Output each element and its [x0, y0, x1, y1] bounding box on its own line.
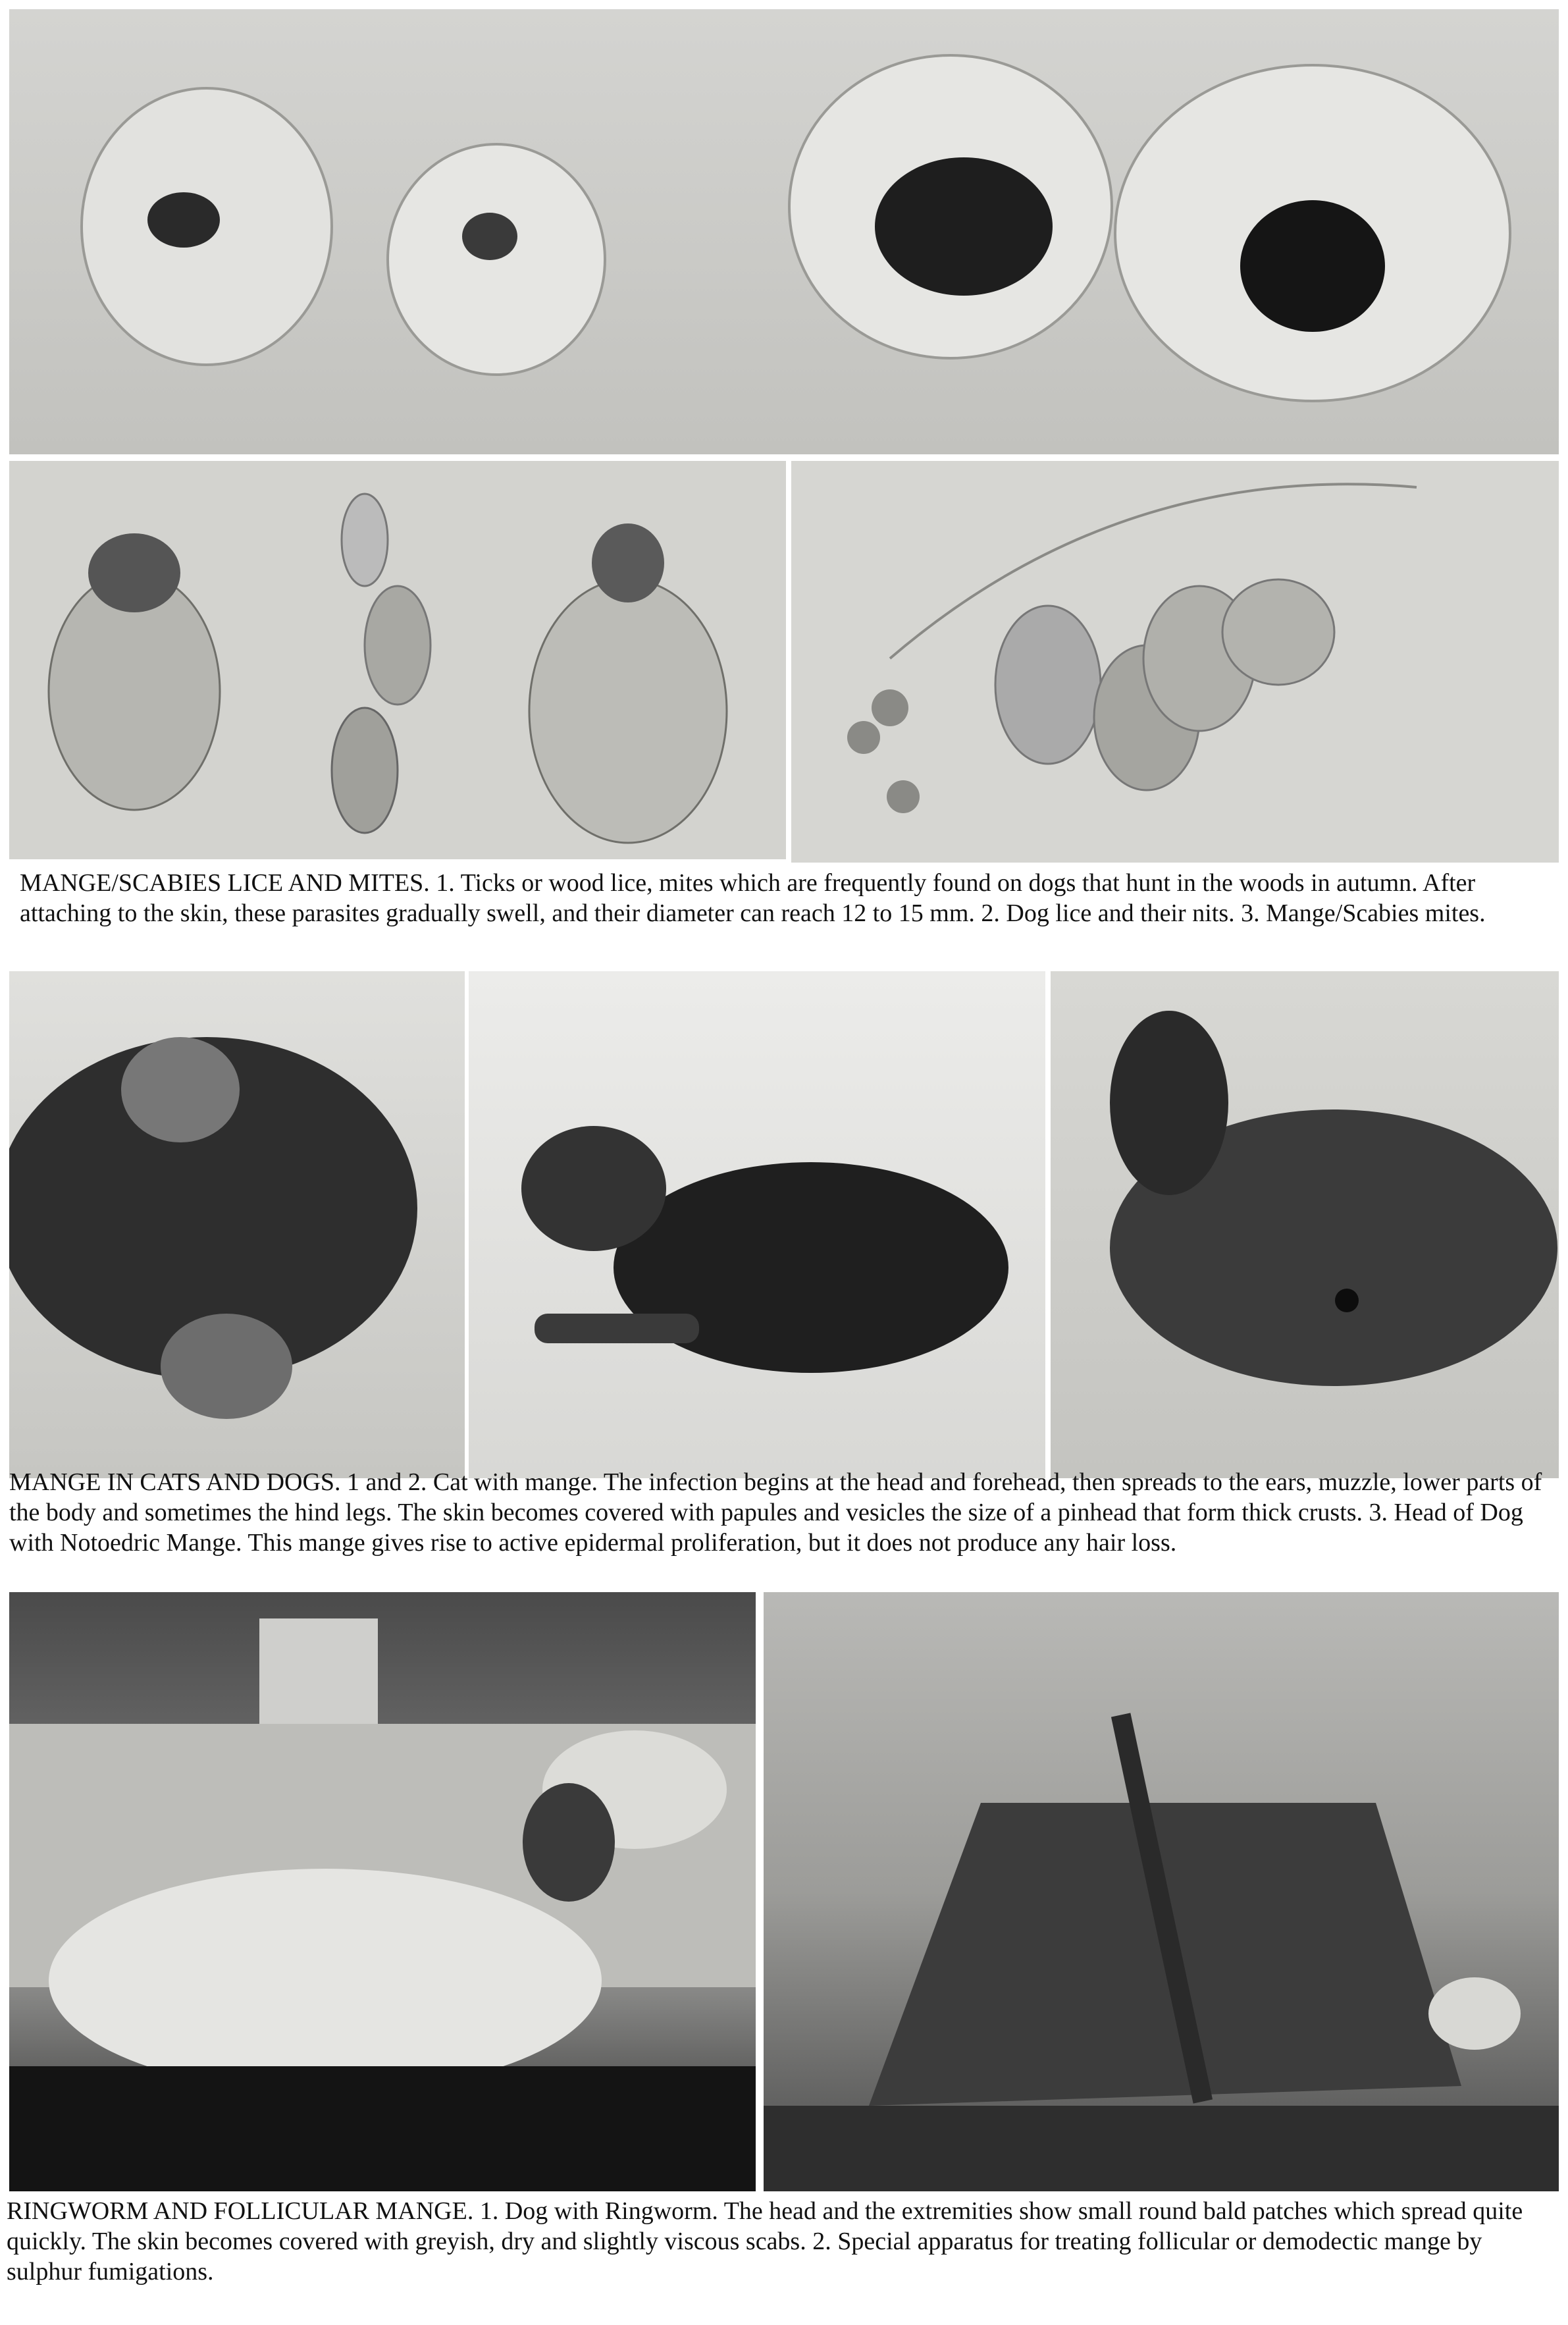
tick-2-drop: [388, 144, 605, 375]
louse-2-body: [529, 579, 727, 843]
bald-patch: [523, 1783, 615, 1902]
louse-1-head: [88, 533, 180, 612]
cat-mange-photo-1: [9, 971, 465, 1478]
mite-1: [872, 689, 908, 726]
nit-3: [332, 708, 398, 833]
dog-body: [49, 1869, 602, 2093]
cat-head-2: [521, 1126, 666, 1251]
dog-eye: [1335, 1289, 1359, 1312]
background-building: [259, 1618, 378, 1737]
caption-lice-and-mites: MANGE/SCABIES LICE AND MITES. 1. Ticks or wood lice, mites which are frequently found on dogs that hunt in the woods in autumn. After attaching to the skin, these parasites gradually swell, and their diameter can reach 12 to 15 mm. 2. Dog lice and their nits. 3. Mange/Scabies mites.: [20, 869, 1486, 927]
dog-ear: [1110, 1011, 1228, 1195]
scabies-mites-drawing: [791, 461, 1559, 863]
mite-3: [887, 780, 920, 813]
caption-ringworm-follicular-mange: RINGWORM AND FOLLICULAR MANGE. 1. Dog with Ringworm. The head and the extremities show small round bald patches which spread quite quickly. The skin becomes covered with greyish, dry and slightly viscous scabs. 2. Special apparatus for treating follicular or demodectic mange by sulphur fumigations.: [7, 2197, 1523, 2285]
nit-2: [365, 586, 431, 705]
mite-egg-4: [1222, 579, 1334, 685]
grass: [764, 2106, 1559, 2191]
table-top: [9, 2066, 756, 2191]
mite-2: [847, 721, 880, 754]
mite-egg-1: [995, 606, 1101, 764]
cat-mange-photo-2: [469, 971, 1045, 1478]
caption-mange-cats-dogs: MANGE IN CATS AND DOGS. 1 and 2. Cat with mange. The infection begins at the head and forehead, then spreads to the ears, muzzle, lower parts of the body and sometimes the hind legs. The skin becomes covered with papules and vesicles the size of a pinhead that form thick crusts. 3. Head of Dog with Notoedric Mange. This mange gives rise to active epidermal proliferation, but it does not produce any hair loss.: [9, 1468, 1542, 1557]
tick-3: [875, 157, 1053, 296]
crust-patch-2: [161, 1314, 292, 1419]
tick-2: [462, 213, 517, 260]
nit-1: [342, 494, 388, 586]
ticks-photo: [9, 9, 1559, 454]
sulphur-fumigation-apparatus-photo: [764, 1592, 1559, 2191]
tick-1: [147, 192, 220, 248]
cat-forelegs: [535, 1314, 699, 1343]
crust-patch-1: [121, 1037, 240, 1142]
tick-4: [1240, 200, 1385, 332]
dog-ringworm-photo: [9, 1592, 756, 2191]
dog-head-in-apparatus: [1428, 1977, 1521, 2050]
lice-and-nits-drawing: [9, 461, 786, 859]
louse-2-head: [592, 523, 664, 602]
dog-head-notoedric-mange-photo: [1051, 971, 1559, 1478]
